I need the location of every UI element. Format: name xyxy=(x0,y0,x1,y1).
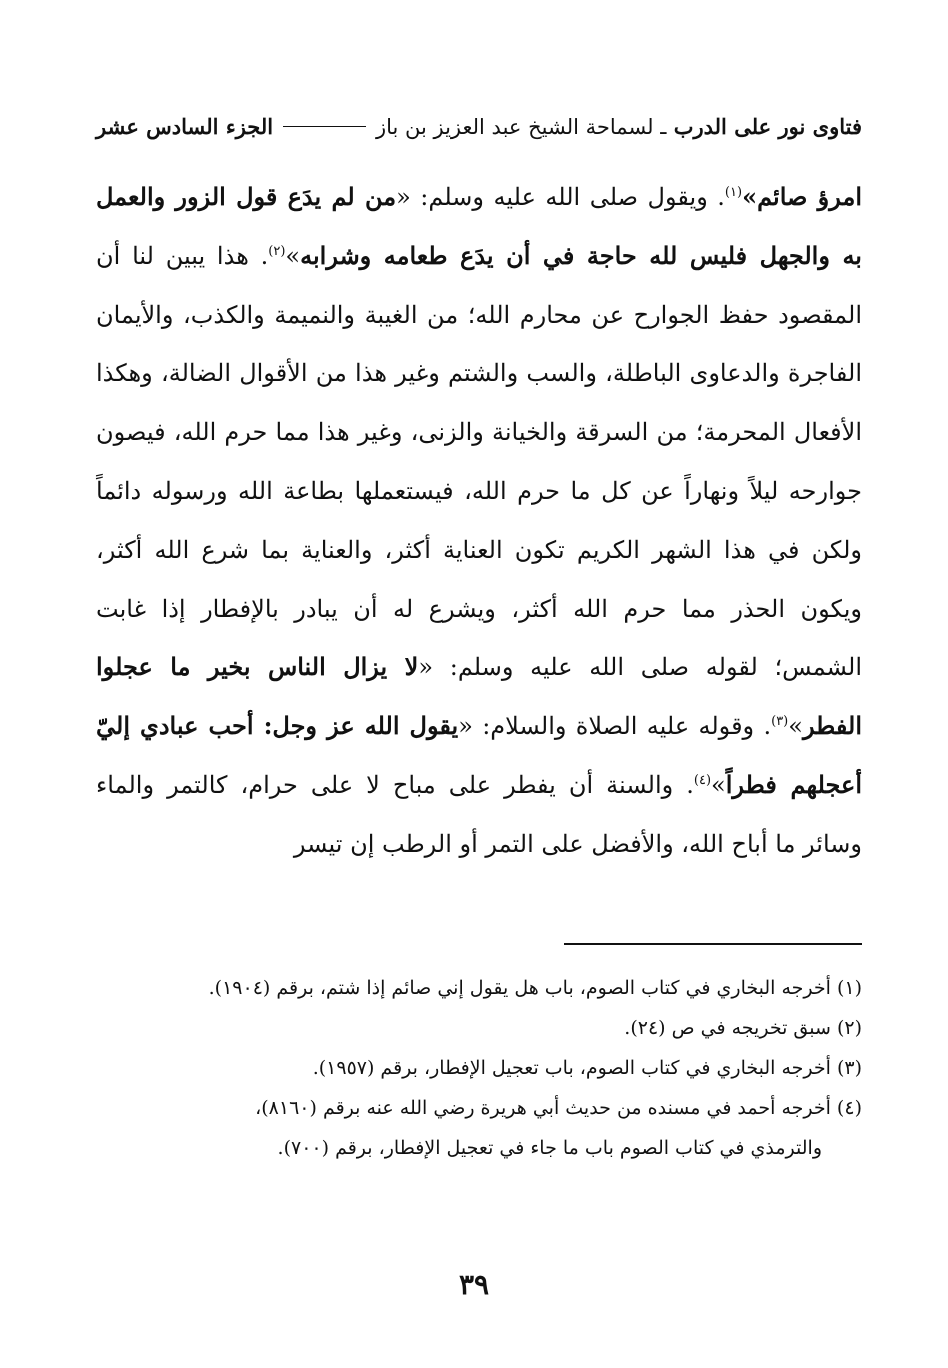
hadith-quote: يقول الله عز وجل: أحب عبادي إليّ أعجلهم فطراً xyxy=(96,711,862,799)
footnote-ref-3: (٣) xyxy=(771,714,789,730)
page-number: ٣٩ xyxy=(458,1268,490,1301)
footnote-4: (٤) أخرجه أحمد في مسنده من حديث أبي هريرة رضي الله عنه برقم (٨١٦٠)، xyxy=(255,1097,862,1119)
footnote-1: (١) أخرجه البخاري في كتاب الصوم، باب هل يقول إني صائم إذا شتم، برقم (١٩٠٤). xyxy=(208,977,862,999)
footnotes xyxy=(96,968,862,1168)
footnote-ref-2: (٢) xyxy=(268,243,286,259)
footnote-ref-1: (١) xyxy=(724,185,743,200)
hadith-quote: لا يزال الناس بخير ما عجلوا الفطر xyxy=(96,652,862,741)
footnote-separator xyxy=(564,943,862,945)
quote-close: » xyxy=(788,712,803,741)
footnote-2: (٢) سبق تخريجه في ص (٢٤). xyxy=(624,1017,862,1039)
hadith-fragment: امرؤ صائم» xyxy=(742,182,862,211)
footnote-ref-4: (٤) xyxy=(693,772,712,788)
header-title-text: فتاوى نور على الدرب xyxy=(673,113,862,139)
text-segment: . والسنة أن يفطر على مباح لا على حرام، كالتمر والماء وسائر ما أباح الله، والأفضل على التمر أو الرطب إن تيسر xyxy=(96,770,862,858)
header-volume: الجزء السادس عشر xyxy=(96,113,274,139)
text-segment: . هذا يبين لنا أن المقصود حفظ الجوارح عن محارم الله؛ من الغيبة والنميمة والكذب، والأيمان الفاجرة والدعاوى الباطلة، والسب والشتم وغير هذا من الأقوال الضالة، وهكذا الأفعال المحرمة؛ من السرقة والخيانة والزنى، وغير هذا مما حرم الله، فيصون جوارحه ليلاً ونهاراً عن كل ما حرم الله، فيستعملها بطاعة الله ورسوله دائماً ولكن في هذا الشهر الكريم تكون العناية أكثر، والعناية بما شرع الله أكثر، ويكون الحذر مما حرم الله أكثر، ويشرع له أن يبادر بالإفطار إذا غابت الشمس؛ لقوله صلى الله عليه وسلم: « xyxy=(96,241,862,682)
header-series-title xyxy=(376,114,862,139)
footnote-4-continued: والترمذي في كتاب الصوم باب ما جاء في تعجيل الإفطار، برقم (٧٠٠). xyxy=(277,1137,822,1159)
quote-close: » xyxy=(285,241,301,270)
quote-close: » xyxy=(711,770,726,799)
text-segment: . ويقول صلى الله عليه وسلم: « xyxy=(396,183,725,211)
running-header xyxy=(96,106,862,146)
header-rule xyxy=(283,126,366,127)
main-text xyxy=(96,168,862,874)
footnote-3: (٣) أخرجه البخاري في كتاب الصوم، باب تعجيل الإفطار، برقم (١٩٥٧). xyxy=(312,1057,862,1079)
text-segment: . وقوله عليه الصلاة والسلام: « xyxy=(458,712,772,741)
header-author: ـ لسماحة الشيخ عبد العزيز بن باز xyxy=(375,114,667,139)
hadith-quote: من لم يدَع قول الزور والعمل به والجهل فليس لله حاجة في أن يدَع طعامه وشرابه xyxy=(96,182,862,270)
